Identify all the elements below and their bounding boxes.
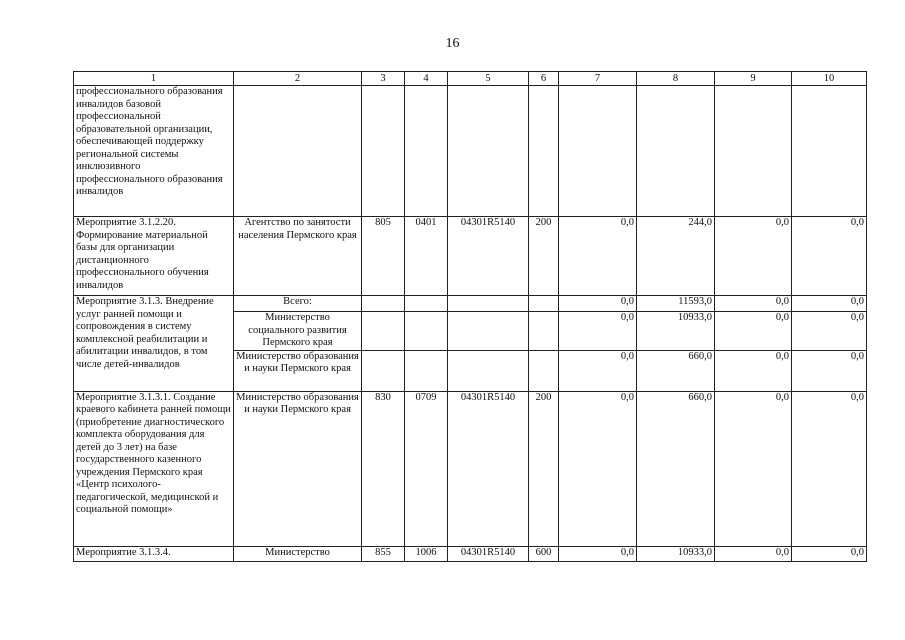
target-article-code: 04301R5140 [448, 391, 529, 546]
page-number: 16 [445, 36, 460, 51]
value-cell: 11593,0 [637, 296, 715, 312]
ministry-code: 855 [362, 546, 405, 561]
target-article-code: 04301R5140 [448, 546, 529, 561]
value-cell: 0,0 [715, 312, 792, 351]
column-header: 6 [529, 72, 559, 86]
table-row [74, 391, 867, 546]
table-row [74, 217, 867, 296]
value-cell: 0,0 [792, 312, 867, 351]
measure-name: Мероприятие 3.1.3.4. [74, 546, 234, 561]
table-row [74, 546, 867, 561]
expense-type-code: 600 [529, 546, 559, 561]
value-cell: 0,0 [792, 391, 867, 546]
measure-name: профессионального образования инвалидов базовой профессиональной образовательной организации, обеспечивающей поддержку региональной системы инклюзивного профессионального образования инвалидов [74, 86, 234, 217]
value-cell: 0,0 [792, 217, 867, 296]
expense-type-code: 200 [529, 217, 559, 296]
value-cell: 660,0 [637, 350, 715, 391]
measure-name: Мероприятие 3.1.3.1. Создание краевого кабинета ранней помощи (приобретение диагностического комплекта оборудования для детей до 3 лет) на базе государственного казенного учреждения Пермского края «Центр психолого-педагогической, медицинской и социальной помощи» [74, 391, 234, 546]
value-cell: 0,0 [559, 391, 637, 546]
value-cell: 0,0 [715, 350, 792, 391]
section-code: 1006 [405, 546, 448, 561]
value-cell: 10933,0 [637, 312, 715, 351]
column-header: 2 [234, 72, 362, 86]
value-cell: 0,0 [792, 350, 867, 391]
column-header: 3 [362, 72, 405, 86]
column-header: 8 [637, 72, 715, 86]
column-header: 9 [715, 72, 792, 86]
value-cell: 0,0 [792, 546, 867, 561]
value-cell: 0,0 [559, 546, 637, 561]
target-article-code: 04301R5140 [448, 217, 529, 296]
value-cell: 0,0 [715, 296, 792, 312]
value-cell: 660,0 [637, 391, 715, 546]
executor-cell [234, 86, 362, 217]
value-cell: 10933,0 [637, 546, 715, 561]
value-cell: 0,0 [715, 217, 792, 296]
table-row [74, 86, 867, 217]
ministry-code: 805 [362, 217, 405, 296]
executor-cell: Министерство образования и науки Пермского края [234, 391, 362, 546]
column-header: 5 [448, 72, 529, 86]
executor-cell: Министерство [234, 546, 362, 561]
value-cell: 0,0 [559, 296, 637, 312]
value-cell: 0,0 [559, 312, 637, 351]
table-header-row [74, 72, 867, 86]
value-cell: 0,0 [559, 350, 637, 391]
executor-cell: Агентство по занятости населения Пермского края [234, 217, 362, 296]
measure-name: Мероприятие 3.1.3. Внедрение услуг ранней помощи и сопровождения в систему комплексной реабилитации и абилитации инвалидов, в том числе детей-инвалидов [74, 296, 234, 392]
column-header: 7 [559, 72, 637, 86]
value-cell: 0,0 [792, 296, 867, 312]
measure-name: Мероприятие 3.1.2.20. Формирование материальной базы для организации дистанционного профессионального обучения инвалидов [74, 217, 234, 296]
section-code: 0709 [405, 391, 448, 546]
column-header: 10 [792, 72, 867, 86]
expense-type-code: 200 [529, 391, 559, 546]
executor-cell: Министерство социального развития Пермского края [234, 312, 362, 351]
value-cell: 0,0 [715, 546, 792, 561]
ministry-code: 830 [362, 391, 405, 546]
column-header: 4 [405, 72, 448, 86]
table-row [74, 296, 867, 312]
executor-cell: Всего: [234, 296, 362, 312]
budget-table [73, 71, 867, 562]
section-code: 0401 [405, 217, 448, 296]
value-cell: 0,0 [715, 391, 792, 546]
value-cell: 244,0 [637, 217, 715, 296]
column-header: 1 [74, 72, 234, 86]
value-cell: 0,0 [559, 217, 637, 296]
executor-cell: Министерство образования и науки Пермского края [234, 350, 362, 391]
